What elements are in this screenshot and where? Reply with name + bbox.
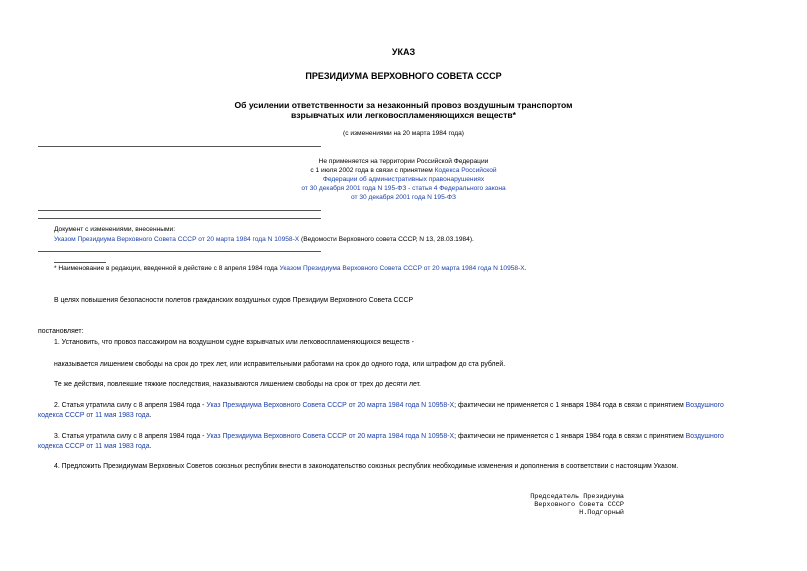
decrees-word: постановляет: xyxy=(38,328,84,335)
clause-3-air-code-link[interactable]: Воздушного xyxy=(685,433,724,440)
clause-2-air-code-link-cont[interactable]: кодекса СССР от 11 мая 1983 года xyxy=(38,411,150,419)
clause-2-air-code-link[interactable]: Воздушного xyxy=(685,402,724,409)
federal-law-link-cont[interactable]: от 30 декабря 2001 года N 195-ФЗ xyxy=(351,194,456,201)
clause-1-aggravated: Те же действия, повлекшие тяжкие последствия, наказываются лишением свободы на срок от трех до десяти лет. xyxy=(54,381,421,388)
notice-line-1: Не применяется на территории Российской Федерации xyxy=(318,158,489,165)
clause-3-end: . xyxy=(149,442,152,450)
clause-3-note: ; фактически не применяется с 1 января 1984 года в связи с принятием xyxy=(454,433,686,440)
divider xyxy=(38,210,321,211)
federal-law-link[interactable]: от 30 декабря 2001 года N 195-ФЗ - статья 4 Федерального закона xyxy=(301,185,506,192)
footnote-decree-link[interactable]: Указом Президиума Верховного Совета СССР от 20 марта 1984 года N 10958-X xyxy=(279,265,525,272)
amending-decree-link[interactable]: Указом Президиума Верховного Совета СССР от 20 марта 1984 года N 10958-X xyxy=(54,236,300,243)
notice-line-2-text: с 1 июля 2002 года в связи с принятием xyxy=(310,167,435,174)
notice-line-4 xyxy=(0,185,807,193)
administrative-code-link-cont[interactable]: Федерации об административных правонарушениях xyxy=(322,176,485,183)
divider xyxy=(38,218,321,219)
document-subject-line-1: Об усилении ответственности за незаконный провоз воздушным транспортом xyxy=(234,100,573,110)
signature-title-2: Верховного Совета СССР xyxy=(534,501,624,509)
preamble: В целях повышения безопасности полетов гражданских воздушных судов Президиум Верховного Совета СССР xyxy=(54,297,414,304)
footnote-end: . xyxy=(524,265,527,272)
clause-4: 4. Предложить Президиумам Верховных Советов союзных республик внести в законодательство союзных республик необходимые изменения и дополнения в соответствии с настоящим Указом. xyxy=(54,463,679,470)
signatory-name: Н.Подгорный xyxy=(579,509,624,517)
clause-2-end: . xyxy=(149,411,152,419)
document-subject-line-2: взрывчатых или легковоспламеняющихся веществ* xyxy=(290,110,517,120)
signature-title-1: Председатель Президиума xyxy=(530,493,624,501)
clause-1: 1. Установить, что провоз пассажиром на воздушном судне взрывчатых или легковоспламеняющихся веществ - xyxy=(54,339,414,346)
clause-2-note: ; фактически не применяется с 1 января 1984 года в связи с принятием xyxy=(454,402,686,409)
clause-3 xyxy=(38,432,773,451)
notice-line-3 xyxy=(0,176,807,184)
amendments-entry xyxy=(54,236,474,244)
clause-2 xyxy=(38,401,773,420)
divider xyxy=(38,251,321,252)
amendments-label: Документ с изменениями, внесенными: xyxy=(54,226,176,233)
administrative-code-link[interactable]: Кодекса Российской xyxy=(434,167,497,174)
divider xyxy=(38,146,321,147)
clause-3-decree-link[interactable]: Указ Президиума Верховного Совета СССР от 20 марта 1984 года N 10958-X xyxy=(206,433,455,440)
footnote-text: * Наименование в редакции, введенной в действие с 8 апреля 1984 года xyxy=(54,265,280,272)
clause-3-air-code-link-cont[interactable]: кодекса СССР от 11 мая 1983 года xyxy=(38,442,150,450)
footnote-divider xyxy=(54,262,106,263)
clause-3-text: 3. Статья утратила силу с 8 апреля 1984 года - xyxy=(54,433,207,440)
notice-line-5 xyxy=(0,194,807,202)
clause-2-decree-link[interactable]: Указ Президиума Верховного Совета СССР от 20 марта 1984 года N 10958-X xyxy=(206,402,455,409)
notice-line-2 xyxy=(0,167,807,175)
issuing-authority: ПРЕЗИДИУМА ВЕРХОВНОГО СОВЕТА СССР xyxy=(305,71,502,81)
changes-note: (с изменениями на 20 марта 1984 года) xyxy=(343,130,464,137)
footnote xyxy=(54,265,527,273)
clause-2-text: 2. Статья утратила силу с 8 апреля 1984 года - xyxy=(54,402,207,409)
document-type-title: УКАЗ xyxy=(391,47,416,57)
amendments-source: (Ведомости Верховного совета СССР, N 13, 28.03.1984). xyxy=(299,236,474,243)
clause-1-penalty: наказывается лишением свободы на срок до трех лет, или исправительными работами на срок до одного года, или штрафом до ста рублей. xyxy=(54,361,506,368)
